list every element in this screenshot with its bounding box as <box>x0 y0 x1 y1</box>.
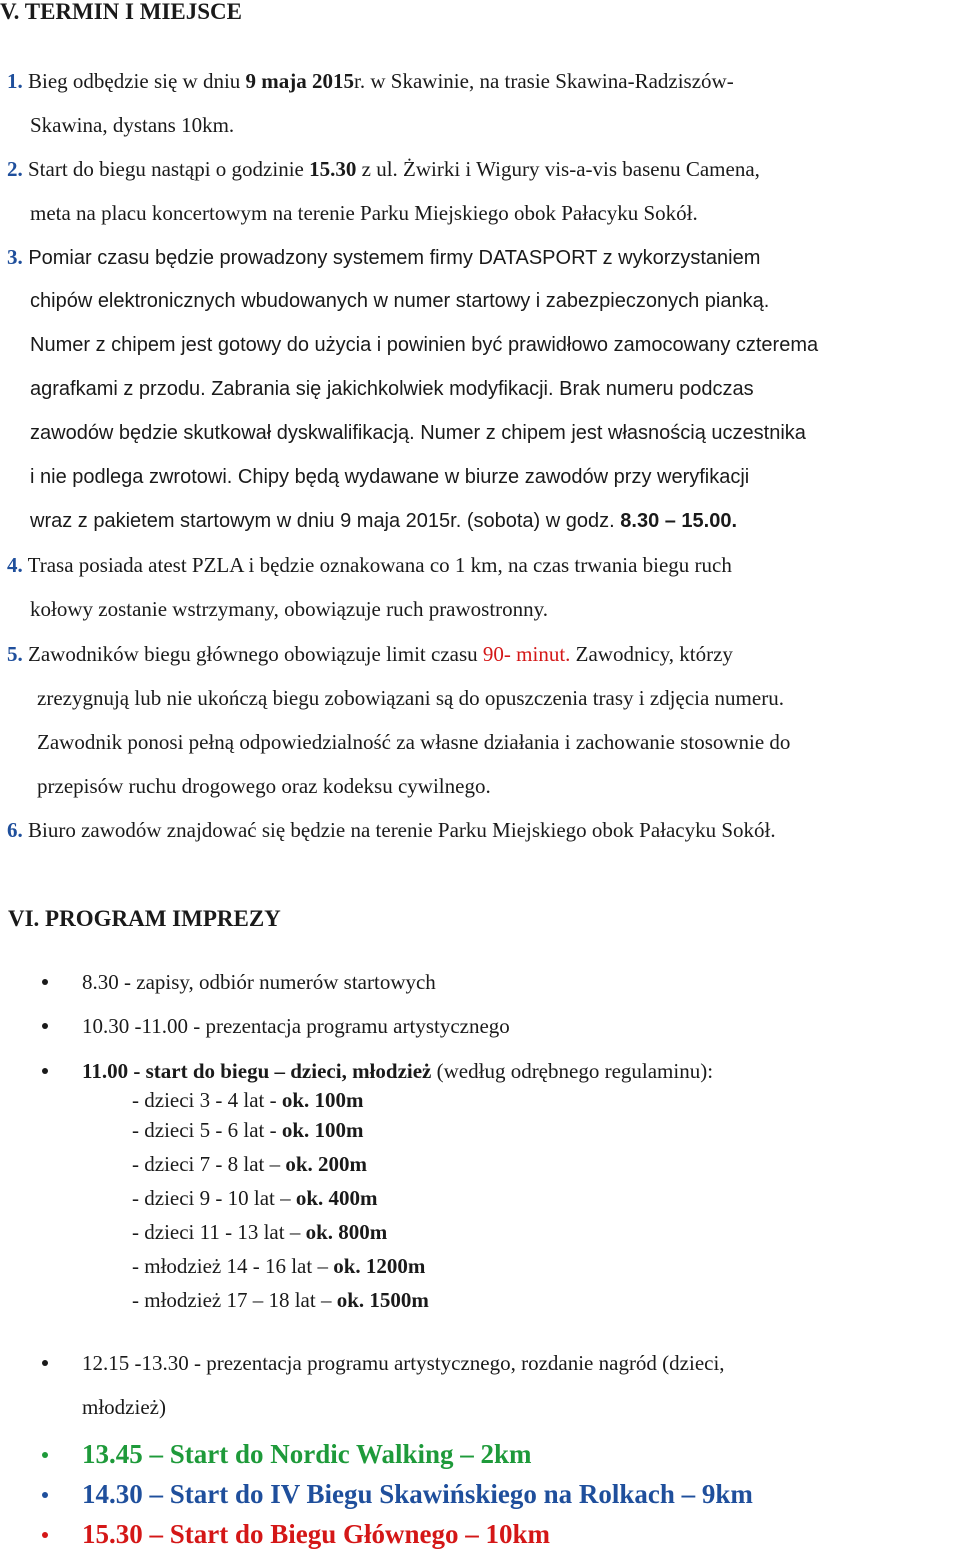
paragraph-1-line-1: 1. Bieg odbędzie się w dniu 9 maja 2015r. w Skawinie, na trasie Skawina-Radziszów- <box>7 69 734 93</box>
age-group-5: - dzieci 11 - 13 lat – ok. 800m <box>132 1220 388 1244</box>
program-item-2: 10.30 -11.00 - prezentacja programu artystycznego <box>82 1014 510 1038</box>
age-group-7: - młodzież 17 – 18 lat – ok. 1500m <box>132 1288 429 1312</box>
bullet-icon <box>42 1452 48 1458</box>
bullet-icon <box>42 1023 48 1029</box>
age-group-6: - młodzież 14 - 16 lat – ok. 1200m <box>132 1254 426 1278</box>
paragraph-4-line-1: 4. Trasa posiada atest PZLA i będzie oznakowana co 1 km, na czas trwania biegu ruch <box>7 553 732 577</box>
program-item-3: 11.00 - start do biegu – dzieci, młodzież (według odrębnego regulaminu): <box>82 1059 714 1083</box>
program-item-main-run: 15.30 – Start do Biegu Głównego – 10km <box>82 1519 551 1549</box>
paragraph-3-line-6: i nie podlega zwrotowi. Chipy będą wydawane w biurze zawodów przy weryfikacji <box>30 466 750 488</box>
paragraph-5-line-2: zrezygnują lub nie ukończą biegu zobowiązani są do opuszczenia trasy i zdjęcia numeru. <box>37 686 784 710</box>
age-group-4: - dzieci 9 - 10 lat – ok. 400m <box>132 1186 378 1210</box>
bullet-icon <box>42 1360 48 1366</box>
program-title: VI. PROGRAM IMPREZY <box>8 906 281 931</box>
bullet-icon <box>42 1492 48 1498</box>
age-group-3: - dzieci 7 - 8 lat – ok. 200m <box>132 1152 368 1176</box>
program-item-1: 8.30 - zapisy, odbiór numerów startowych <box>82 970 436 994</box>
paragraph-5-line-3: Zawodnik ponosi pełną odpowiedzialność za własne działania i zachowanie stosownie do <box>37 730 791 754</box>
program-item-4-line-2: młodzież) <box>82 1395 166 1419</box>
age-group-1: - dzieci 3 - 4 lat - ok. 100m <box>132 1088 364 1112</box>
program-item-4-line-1: 12.15 -13.30 - prezentacja programu artystycznego, rozdanie nagród (dzieci, <box>82 1351 725 1375</box>
bullet-icon <box>42 979 48 985</box>
bullet-icon <box>42 1532 48 1538</box>
paragraph-3-line-1: 3. Pomiar czasu będzie prowadzony systemem firmy DATASPORT z wykorzystaniem <box>7 245 761 269</box>
paragraph-5-line-4: przepisów ruchu drogowego oraz kodeksu cywilnego. <box>37 774 491 798</box>
program-item-rolki: 14.30 – Start do IV Biegu Skawińskiego na Rolkach – 9km <box>82 1479 753 1509</box>
program-item-nordic-walking: 13.45 – Start do Nordic Walking – 2km <box>82 1439 532 1469</box>
paragraph-2-line-1: 2. Start do biegu nastąpi o godzinie 15.30 z ul. Żwirki i Wigury vis-a-vis basenu Camena, <box>7 157 760 181</box>
paragraph-3-line-2: chipów elektronicznych wbudowanych w numer startowy i zabezpieczonych pianką. <box>30 290 770 312</box>
section-title: V. TERMIN I MIEJSCE <box>0 0 242 24</box>
bullet-icon <box>42 1068 48 1074</box>
paragraph-4-line-2: kołowy zostanie wstrzymany, obowiązuje ruch prawostronny. <box>30 597 549 621</box>
paragraph-2-line-2: meta na placu koncertowym na terenie Parku Miejskiego obok Pałacyku Sokół. <box>30 201 698 225</box>
paragraph-1-line-2: Skawina, dystans 10km. <box>30 113 235 137</box>
paragraph-3-line-5: zawodów będzie skutkował dyskwalifikacją. Numer z chipem jest własnością uczestnika <box>30 422 806 444</box>
paragraph-3-line-4: agrafkami z przodu. Zabrania się jakichkolwiek modyfikacji. Brak numeru podczas <box>30 378 754 400</box>
paragraph-3-line-7: wraz z pakietem startowym w dniu 9 maja 2015r. (sobota) w godz. 8.30 – 15.00. <box>30 510 738 532</box>
paragraph-5-line-1: 5. Zawodników biegu głównego obowiązuje limit czasu 90- minut. Zawodnicy, którzy <box>7 642 733 666</box>
age-group-2: - dzieci 5 - 6 lat - ok. 100m <box>132 1118 364 1142</box>
paragraph-3-line-3: Numer z chipem jest gotowy do użycia i powinien być prawidłowo zamocowany czterema <box>30 334 819 356</box>
paragraph-6-line-1: 6. Biuro zawodów znajdować się będzie na terenie Parku Miejskiego obok Pałacyku Sokół. <box>7 818 776 842</box>
